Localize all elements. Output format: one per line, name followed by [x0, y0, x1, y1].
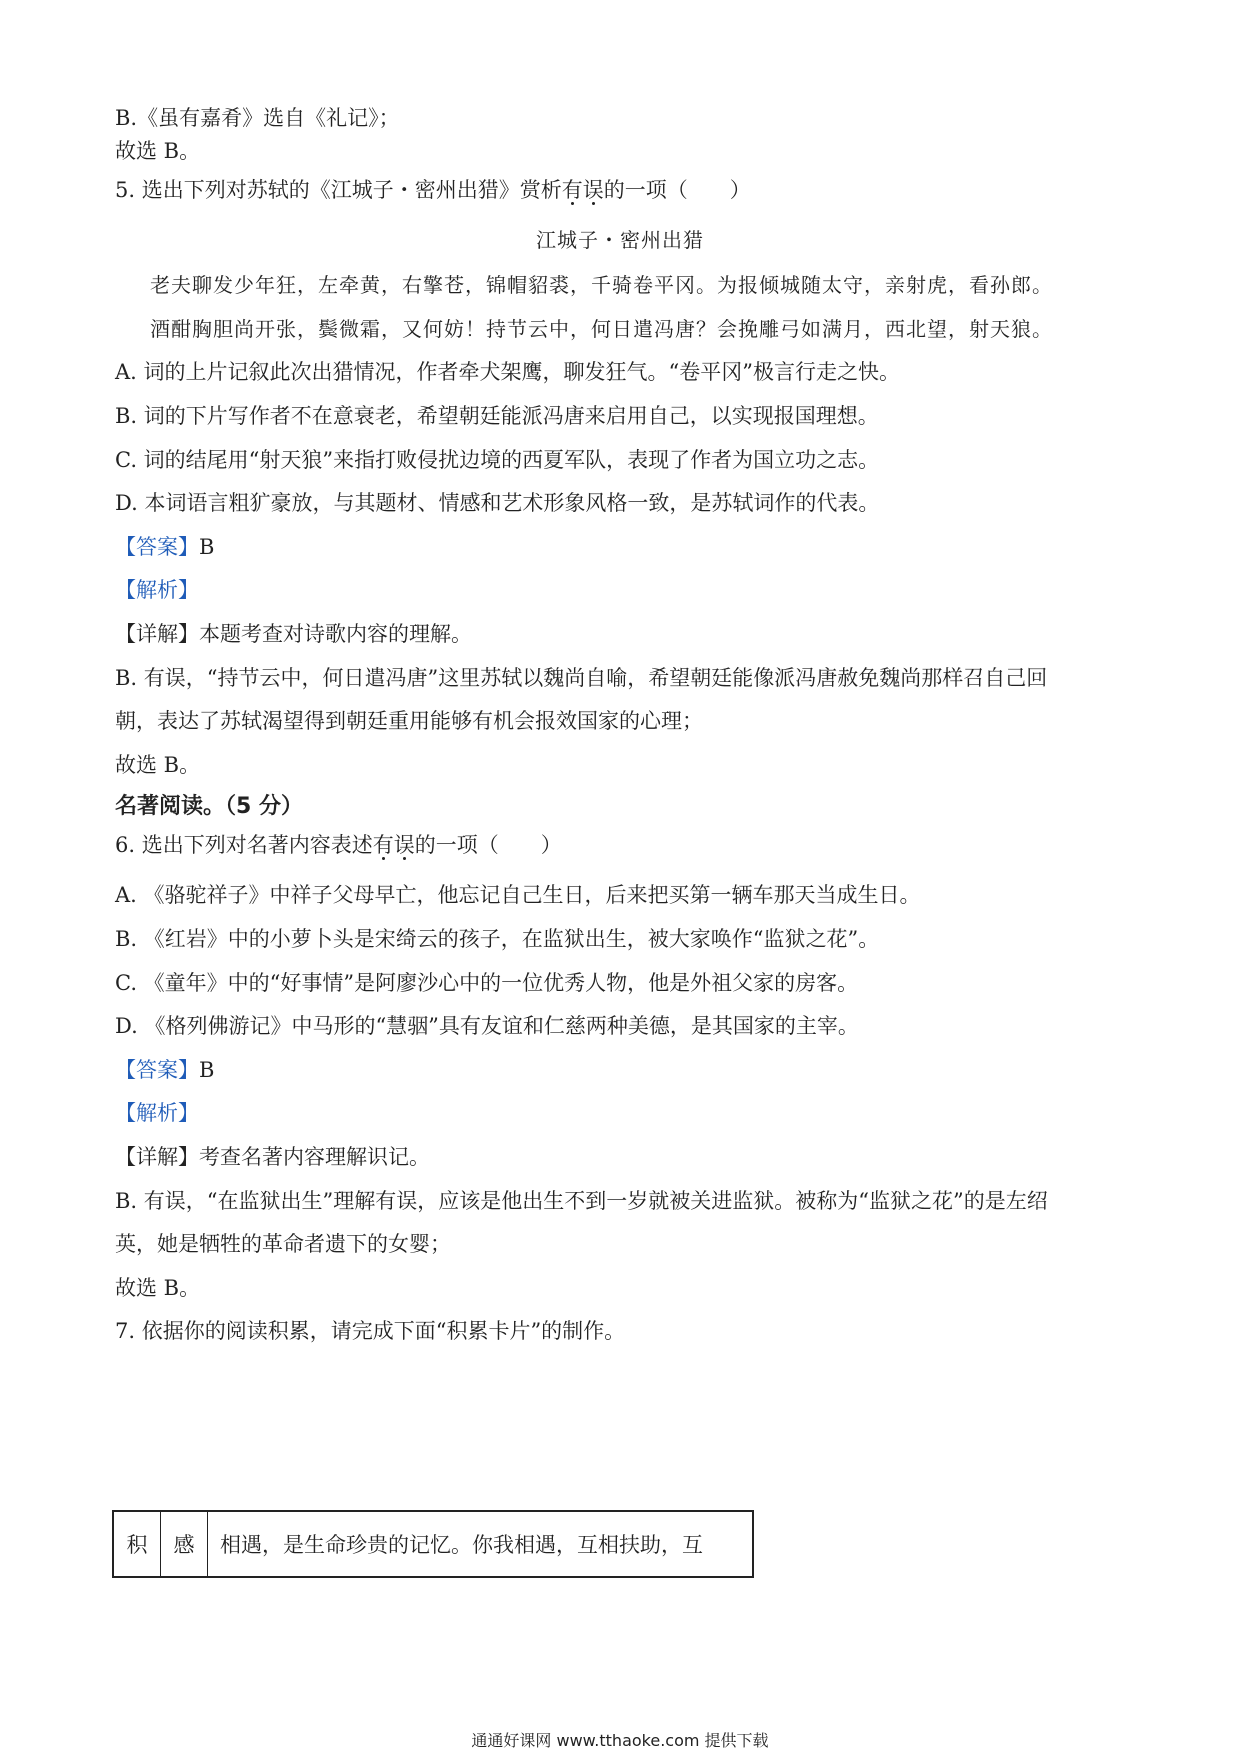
answer-value: B [199, 1058, 215, 1082]
analysis-tag: 【解析】 [115, 578, 199, 602]
table-cell: 相遇，是生命珍贵的记忆。你我相遇，互相扶助，互 [208, 1511, 754, 1577]
option-a: A. 《骆驼祥子》中祥子父母早亡，他忘记自己生日，后来把买第一辆车那天当成生日。 [115, 883, 921, 907]
poem-line: 老夫聊发少年狂，左牵黄，右擎苍，锦帽貂裘，千骑卷平冈。为报倾城随太守，亲射虎，看孙郎。 [150, 273, 1053, 297]
option-a: A. 词的上片记叙此次出猎情况，作者牵犬架鹰，聊发狂气。“卷平冈”极言行走之快。 [115, 360, 900, 384]
option-c: C. 《童年》中的“好事情”是阿廖沙心中的一位优秀人物，他是外祖父家的房客。 [115, 971, 859, 995]
explanation-line: B. 有误，“在监狱出生”理解有误，应该是他出生不到一岁就被关进监狱。被称为“监狱之花”的是左绍 [115, 1189, 1048, 1213]
poem-line: 酒酣胸胆尚开张，鬓微霜，又何妨！持节云中，何日遣冯唐？会挽雕弓如满月，西北望，射天狼。 [150, 317, 1053, 341]
option-d: D. 《格列佛游记》中马形的“慧骃”具有友谊和仁慈两种美德，是其国家的主宰。 [115, 1014, 859, 1038]
section-heading: 名著阅读。（5 分） [115, 794, 303, 819]
table-cell: 感 [161, 1511, 208, 1577]
option-b: B. 词的下片写作者不在意衰老，希望朝廷能派冯唐来启用自己，以实现报国理想。 [115, 404, 879, 428]
detail-line: 【详解】考查名著内容理解识记。 [115, 1145, 430, 1169]
table-cell: 积 [113, 1511, 161, 1577]
table-row [113, 1511, 753, 1577]
answer-value: B [199, 535, 215, 559]
emphasis-dot-char: 误 [582, 178, 604, 202]
explanation-line: B. 有误，“持节云中，何日遣冯唐”这里苏轼以魏尚自喻，希望朝廷能像派冯唐赦免魏尚那样召自己回 [115, 666, 1048, 690]
answer-line [115, 532, 1145, 562]
question-5-stem: 5. 选出下列对苏轼的《江城子・密州出猎》赏析有误的一项（ ） [115, 178, 751, 202]
answer-tag: 【答案】 [115, 535, 199, 559]
question-7-stem: 7. 依据你的阅读积累，请完成下面“积累卡片”的制作。 [115, 1319, 626, 1343]
emphasis-dot-char: 误 [393, 833, 415, 857]
analysis-tag: 【解析】 [115, 1101, 199, 1125]
footer-watermark: 通通好课网 www.tthaoke.com 提供下载 [471, 1731, 769, 1750]
question-6-stem: 6. 选出下列对名著内容表述有误的一项（ ） [115, 833, 562, 857]
accumulation-card-table [112, 1510, 754, 1578]
text-line: B.《虽有嘉肴》选自《礼记》； [115, 106, 400, 130]
conclusion-line: 故选 B。 [115, 753, 201, 777]
conclusion-line: 故选 B。 [115, 1276, 201, 1300]
option-b: B. 《红岩》中的小萝卜头是宋绮云的孩子，在监狱出生，被大家唤作“监狱之花”。 [115, 927, 880, 951]
text-line: 故选 B。 [115, 139, 201, 163]
poem-title: 江城子・密州出猎 [536, 228, 704, 252]
detail-line: 【详解】本题考查对诗歌内容的理解。 [115, 622, 472, 646]
explanation-line: 英，她是牺牲的革命者遗下的女婴； [115, 1232, 451, 1256]
option-c: C. 词的结尾用“射天狼”来指打败侵扰边境的西夏军队，表现了作者为国立功之志。 [115, 448, 880, 472]
option-d: D. 本词语言粗犷豪放，与其题材、情感和艺术形象风格一致，是苏轼词作的代表。 [115, 491, 880, 515]
explanation-line: 朝，表达了苏轼渴望得到朝廷重用能够有机会报效国家的心理； [115, 709, 703, 733]
emphasis-dot-char: 有 [372, 833, 394, 857]
emphasis-dot-char: 有 [561, 178, 583, 202]
answer-line [115, 1055, 1145, 1085]
answer-tag: 【答案】 [115, 1058, 199, 1082]
